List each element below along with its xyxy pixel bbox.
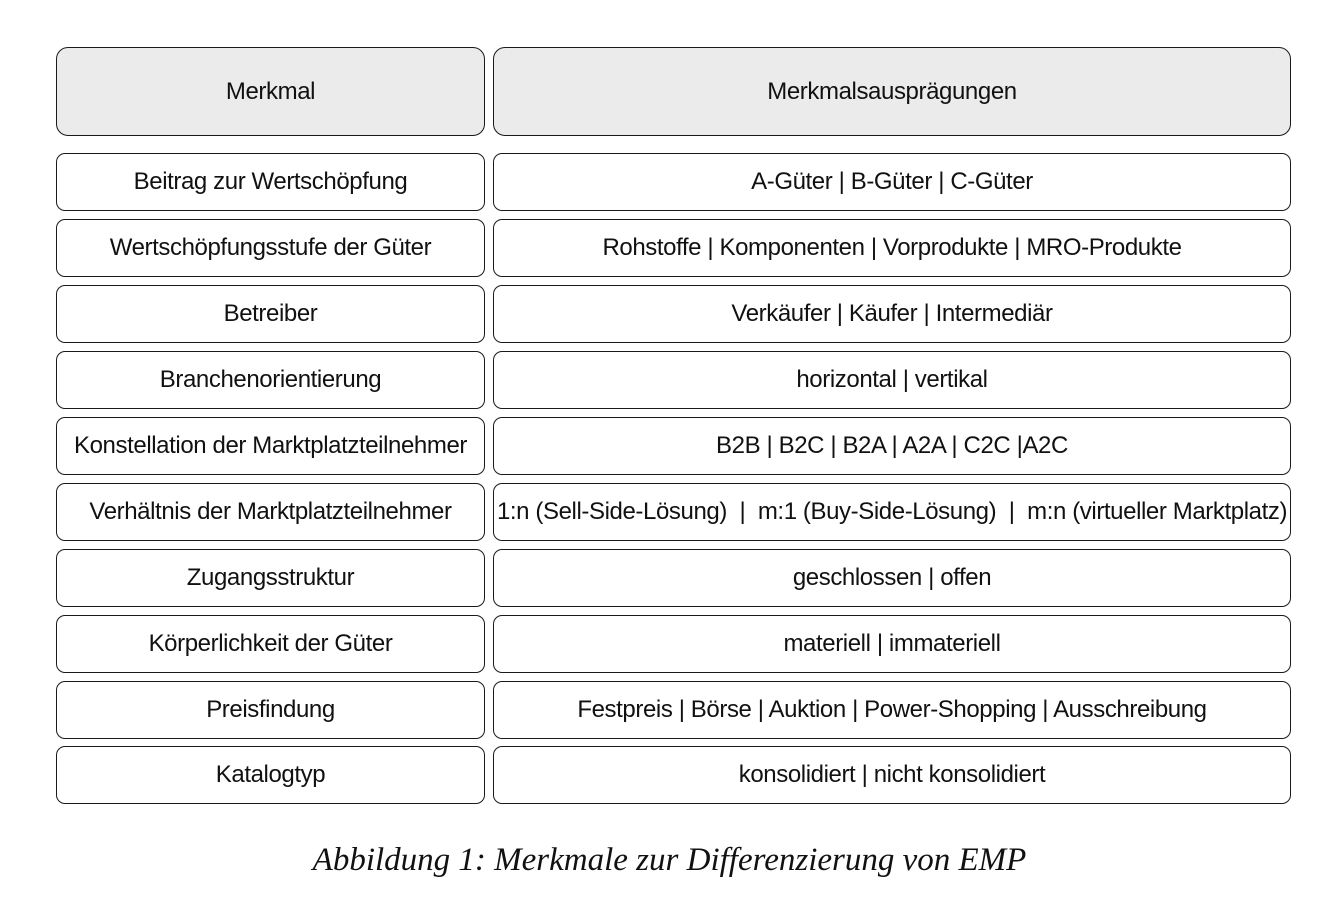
values-box [493, 681, 1291, 739]
values-label: konsolidiert | nicht konsolidiert [738, 761, 1046, 788]
values-label: B2B | B2C | B2A | A2A | C2C |A2C [716, 432, 1068, 459]
values-label: 1:n (Sell-Side-Lösung) | m:1 (Buy-Side-Lösung) | m:n (virtueller Marktplatz) [496, 498, 1288, 525]
feature-box [56, 483, 485, 541]
header-values-label: Merkmalsausprägungen [767, 77, 1017, 105]
values-box [493, 153, 1291, 211]
feature-box [56, 681, 485, 739]
values-label: materiell | immateriell [783, 630, 1001, 657]
values-box [493, 615, 1291, 673]
feature-box [56, 615, 485, 673]
feature-box [56, 417, 485, 475]
values-box [493, 417, 1291, 475]
values-box [493, 285, 1291, 343]
figure-caption: Abbildung 1: Merkmale zur Differenzierung von EMP [312, 842, 1027, 878]
values-box [493, 351, 1291, 409]
values-label: Rohstoffe | Komponenten | Vorprodukte | MRO-Produkte [602, 234, 1182, 261]
feature-box [56, 549, 485, 607]
feature-label: Preisfindung [206, 696, 335, 723]
feature-label: Katalogtyp [215, 761, 326, 788]
values-label: geschlossen | offen [792, 564, 992, 591]
feature-label: Zugangsstruktur [186, 564, 355, 591]
feature-label: Betreiber [223, 300, 318, 327]
values-box [493, 483, 1291, 541]
values-box [493, 219, 1291, 277]
feature-label: Verhältnis der Marktplatzteilnehmer [89, 498, 452, 525]
feature-label: Wertschöpfungsstufe der Güter [109, 234, 432, 261]
values-box [493, 549, 1291, 607]
feature-box [56, 219, 485, 277]
feature-box [56, 746, 485, 804]
header-feature-box [56, 47, 485, 136]
feature-label: Körperlichkeit der Güter [148, 630, 393, 657]
feature-label: Beitrag zur Wertschöpfung [133, 168, 408, 195]
feature-label: Konstellation der Marktplatzteilnehmer [74, 432, 467, 459]
values-label: Verkäufer | Käufer | Intermediär [731, 300, 1053, 327]
feature-box [56, 153, 485, 211]
feature-box [56, 285, 485, 343]
header-values-box [493, 47, 1291, 136]
header-feature-label: Merkmal [225, 77, 316, 105]
feature-label: Branchenorientierung [159, 366, 382, 393]
feature-box [56, 351, 485, 409]
values-label: Festpreis | Börse | Auktion | Power-Shopping | Ausschreibung [577, 696, 1207, 723]
values-box [493, 746, 1291, 804]
values-label: horizontal | vertikal [796, 366, 988, 393]
values-label: A-Güter | B-Güter | C-Güter [751, 168, 1033, 195]
